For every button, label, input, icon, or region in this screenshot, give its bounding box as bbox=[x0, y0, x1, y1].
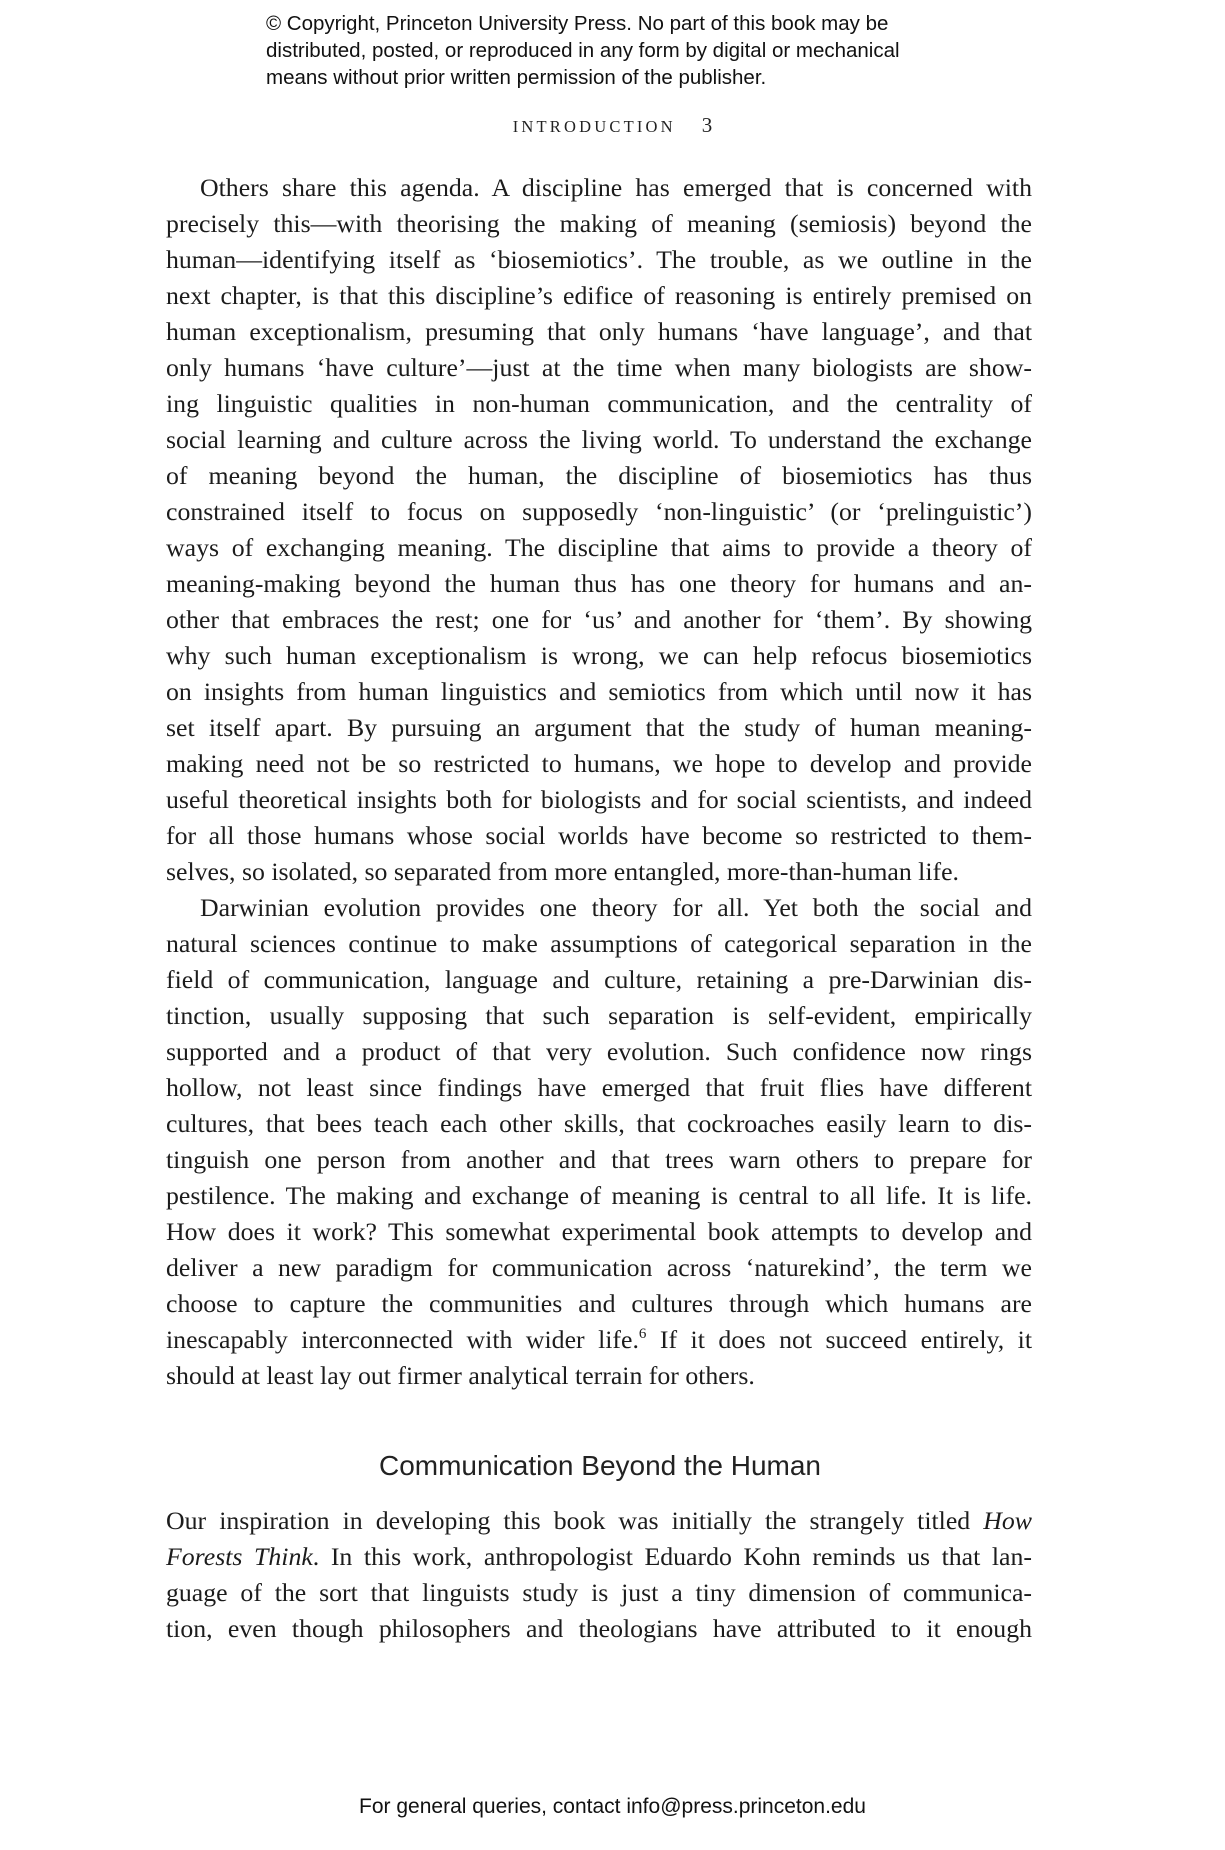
text-line: tion, even though philosophers and theologians have attributed to it enough bbox=[166, 1614, 1032, 1643]
text-line: should at least lay out firmer analytical terrain for others. bbox=[166, 1361, 755, 1390]
text-line: Our inspiration in developing this book was initially the strangely titled How bbox=[166, 1506, 1032, 1535]
text-line: cultures, that bees teach each other skills, that cockroaches easily learn to dis- bbox=[166, 1109, 1032, 1138]
text-line: choose to capture the communities and cultures through which humans are bbox=[166, 1289, 1032, 1318]
book-title-italic: Forests Think bbox=[166, 1542, 313, 1571]
running-head bbox=[0, 113, 1225, 138]
text-line: guage of the sort that linguists study is just a tiny dimension of communica- bbox=[166, 1578, 1032, 1607]
paragraph-1 bbox=[166, 170, 1032, 890]
text-line: inescapably interconnected with wider life.$^6$ If it does not succeed entirely, it bbox=[166, 1325, 1032, 1354]
text-line: meaning-making beyond the human thus has one theory for humans and an- bbox=[166, 569, 1032, 598]
text-line: on insights from human linguistics and semiotics from which until now it has bbox=[166, 677, 1032, 706]
text-line: ing linguistic qualities in non-human communication, and the centrality of bbox=[166, 389, 1032, 418]
text-line: for all those humans whose social worlds have become so restricted to them- bbox=[166, 821, 1032, 850]
text-line: social learning and culture across the living world. To understand the exchange bbox=[166, 425, 1032, 454]
text-line: deliver a new paradigm for communication across ‘naturekind’, the term we bbox=[166, 1253, 1032, 1282]
text-line: constrained itself to focus on supposedly ‘non-linguistic’ (or ‘prelinguistic’) bbox=[166, 497, 1032, 526]
footer-contact: For general queries, contact info@press.princeton.edu bbox=[359, 1795, 866, 1818]
book-title-italic: How bbox=[983, 1506, 1032, 1535]
text-line: How does it work? This somewhat experimental book attempts to develop and bbox=[166, 1217, 1032, 1246]
text-line: field of communication, language and culture, retaining a pre-Darwinian dis- bbox=[166, 965, 1032, 994]
text-line: Others share this agenda. A discipline has emerged that is concerned with bbox=[200, 173, 1032, 202]
paragraph-2-tail bbox=[166, 1322, 1032, 1394]
section-heading: Communication Beyond the Human bbox=[378, 1450, 821, 1481]
text-line: ways of exchanging meaning. The discipline that aims to provide a theory of bbox=[166, 533, 1032, 562]
text-line: natural sciences continue to make assumptions of categorical separation in the bbox=[166, 929, 1032, 958]
copyright-line: distributed, posted, or reproduced in any form by digital or mechanical bbox=[266, 39, 900, 62]
page-number: 3 bbox=[701, 113, 713, 137]
text-line: precisely this—with theorising the making of meaning (semiosis) beyond the bbox=[166, 209, 1032, 238]
copyright-line: means without prior written permission of the publisher. bbox=[266, 66, 767, 89]
paragraph-3 bbox=[166, 1503, 1032, 1647]
text-line: supported and a product of that very evolution. Such confidence now rings bbox=[166, 1037, 1032, 1066]
text-line: selves, so isolated, so separated from more entangled, more-than-human life. bbox=[166, 857, 960, 886]
text-line: pestilence. The making and exchange of meaning is central to all life. It is life. bbox=[166, 1181, 1032, 1210]
text-line: Forests Think. In this work, anthropologist Eduardo Kohn reminds us that lan- bbox=[166, 1542, 1032, 1571]
text-line: making need not be so restricted to humans, we hope to develop and provide bbox=[166, 749, 1032, 778]
text-line: set itself apart. By pursuing an argument that the study of human meaning- bbox=[166, 713, 1032, 742]
copyright-notice bbox=[266, 10, 1026, 91]
text-line: hollow, not least since findings have emerged that fruit flies have different bbox=[166, 1073, 1032, 1102]
paragraph-2 bbox=[166, 890, 1032, 1322]
text-line: Darwinian evolution provides one theory for all. Yet both the social and bbox=[200, 893, 1032, 922]
text-line: tinction, usually supposing that such separation is self-evident, empirically bbox=[166, 1001, 1032, 1030]
text-line: next chapter, is that this discipline’s edifice of reasoning is entirely premised on bbox=[166, 281, 1032, 310]
text-line: of meaning beyond the human, the discipline of biosemiotics has thus bbox=[166, 461, 1032, 490]
text-line: tinguish one person from another and that trees warn others to prepare for bbox=[166, 1145, 1032, 1174]
text-line: other that embraces the rest; one for ‘us’ and another for ‘them’. By showing bbox=[166, 605, 1032, 634]
text-line: human exceptionalism, presuming that only humans ‘have language’, and that bbox=[166, 317, 1032, 346]
copyright-line: © Copyright, Princeton University Press. No part of this book may be bbox=[266, 12, 889, 35]
text-line: why such human exceptionalism is wrong, we can help refocus biosemiotics bbox=[166, 641, 1032, 670]
footnote-marker[interactable]: 6 bbox=[638, 1326, 647, 1342]
running-head-title: INTRODUCTION bbox=[512, 117, 676, 136]
text-line: human—identifying itself as ‘biosemiotics’. The trouble, as we outline in the bbox=[166, 245, 1032, 274]
text-line: useful theoretical insights both for biologists and for social scientists, and indeed bbox=[166, 785, 1032, 814]
text-line: only humans ‘have culture’—just at the time when many biologists are show- bbox=[166, 353, 1032, 382]
